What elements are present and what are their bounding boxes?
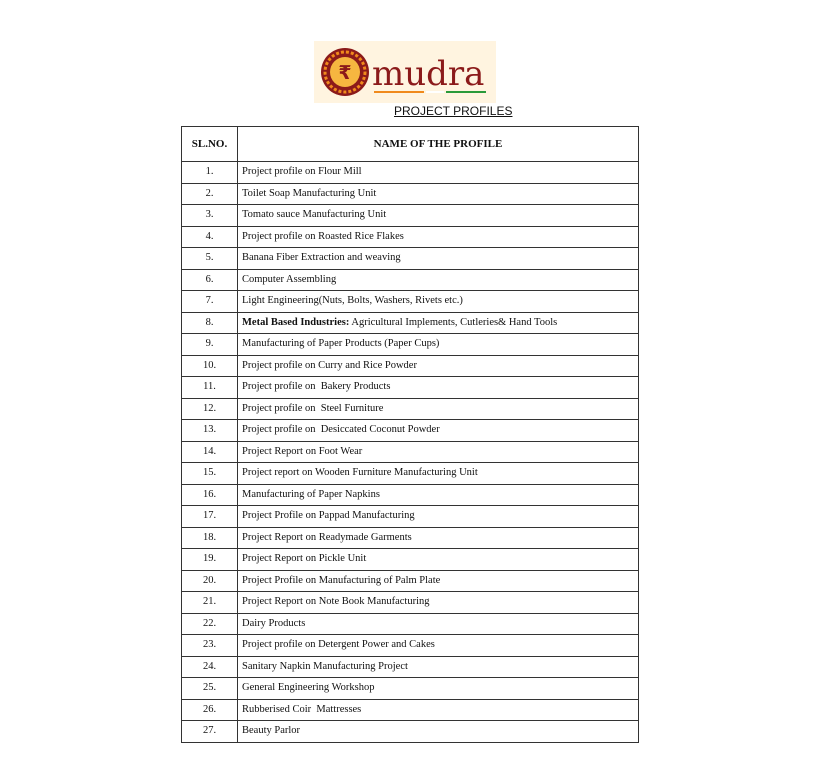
sl-no-cell: 16.: [182, 484, 238, 506]
profile-name-text: Project profile on Roasted Rice Flakes: [242, 230, 404, 242]
profile-name-text: Project profile on Detergent Power and Cakes: [242, 639, 435, 651]
profile-category-label: Metal Based Industries:: [242, 316, 350, 328]
table-row: [182, 291, 639, 313]
profile-name-cell: [238, 291, 639, 313]
profile-name-text: Project Report on Foot Wear: [242, 445, 363, 457]
profile-name-cell: [238, 699, 639, 721]
table-row: [182, 205, 639, 227]
header-sl-no: SL.NO.: [182, 127, 238, 162]
mudra-logo: [314, 41, 496, 103]
table-row: [182, 441, 639, 463]
profile-name-text: Tomato sauce Manufacturing Unit: [242, 209, 387, 221]
profile-name-cell: [238, 678, 639, 700]
table-row: [182, 592, 639, 614]
table-row: [182, 613, 639, 635]
table-header-row: [182, 127, 639, 162]
table-row: [182, 506, 639, 528]
sl-no-cell: 4.: [182, 226, 238, 248]
sl-no-cell: 10.: [182, 355, 238, 377]
profile-name-text: Manufacturing of Paper Products (Paper Cups): [242, 338, 440, 350]
profile-name-cell: [238, 441, 639, 463]
sl-no-cell: 17.: [182, 506, 238, 528]
rupee-emblem-icon: [321, 48, 369, 96]
sl-no-cell: 5.: [182, 248, 238, 270]
profile-name-cell: [238, 248, 639, 270]
profile-name-text: Computer Assembling: [242, 273, 337, 285]
table-row: [182, 420, 639, 442]
sl-no-cell: 11.: [182, 377, 238, 399]
profile-name-cell: [238, 570, 639, 592]
profile-name-cell: [238, 635, 639, 657]
table-row: [182, 721, 639, 743]
sl-no-cell: 2.: [182, 183, 238, 205]
profile-name-cell: [238, 484, 639, 506]
project-profiles-table: [181, 126, 639, 743]
profile-name-cell: [238, 527, 639, 549]
profile-name-text: Project profile on Desiccated Coconut Powder: [242, 424, 440, 436]
profile-name-text: Dairy Products: [242, 617, 306, 629]
profile-name-text: Project profile on Curry and Rice Powder: [242, 359, 417, 371]
profile-name-cell: [238, 334, 639, 356]
sl-no-cell: 7.: [182, 291, 238, 313]
profile-name-text: Project profile on Steel Furniture: [242, 402, 384, 414]
profile-name-cell: [238, 656, 639, 678]
profile-name-text: Project report on Wooden Furniture Manufacturing Unit: [242, 467, 478, 479]
profile-name-cell: [238, 398, 639, 420]
profile-name-text: Project Profile on Manufacturing of Palm Plate: [242, 574, 441, 586]
profile-name-text: Project Report on Note Book Manufacturing: [242, 596, 430, 608]
table-row: [182, 635, 639, 657]
sl-no-cell: 12.: [182, 398, 238, 420]
table-row: [182, 463, 639, 485]
profile-name-cell: [238, 420, 639, 442]
sl-no-cell: 22.: [182, 613, 238, 635]
sl-no-cell: 20.: [182, 570, 238, 592]
profile-name-text: Light Engineering(Nuts, Bolts, Washers, Rivets etc.): [242, 295, 463, 307]
table-row: [182, 570, 639, 592]
sl-no-cell: 18.: [182, 527, 238, 549]
table-row: [182, 656, 639, 678]
profile-name-cell: [238, 183, 639, 205]
sl-no-cell: 3.: [182, 205, 238, 227]
table-row: [182, 312, 639, 334]
sl-no-cell: 1.: [182, 162, 238, 184]
sl-no-cell: 26.: [182, 699, 238, 721]
sl-no-cell: 15.: [182, 463, 238, 485]
profile-name-cell: [238, 592, 639, 614]
profile-name-text: Agricultural Implements, Cutleries& Hand Tools: [349, 316, 558, 328]
profile-name-text: Project Profile on Pappad Manufacturing: [242, 510, 415, 522]
document-title: PROJECT PROFILES: [394, 104, 513, 118]
table-row: [182, 377, 639, 399]
profile-name-text: General Engineering Workshop: [242, 682, 375, 694]
profile-name-text: Toilet Soap Manufacturing Unit: [242, 187, 377, 199]
profile-name-cell: [238, 549, 639, 571]
sl-no-cell: 19.: [182, 549, 238, 571]
profile-name-text: Manufacturing of Paper Napkins: [242, 488, 380, 500]
sl-no-cell: 25.: [182, 678, 238, 700]
profile-name-text: Project profile on Bakery Products: [242, 381, 391, 393]
profile-name-cell: [238, 355, 639, 377]
profile-name-cell: [238, 269, 639, 291]
sl-no-cell: 8.: [182, 312, 238, 334]
sl-no-cell: 21.: [182, 592, 238, 614]
table-row: [182, 678, 639, 700]
table-row: [182, 549, 639, 571]
profile-name-text: Project Report on Readymade Garments: [242, 531, 412, 543]
profile-name-cell: [238, 226, 639, 248]
logo-wordmark: mudra: [372, 54, 485, 94]
profile-name-cell: [238, 312, 639, 334]
sl-no-cell: 9.: [182, 334, 238, 356]
table-row: [182, 699, 639, 721]
profile-name-text: Project Report on Pickle Unit: [242, 553, 367, 565]
table-row: [182, 398, 639, 420]
sl-no-cell: 6.: [182, 269, 238, 291]
table-row: [182, 183, 639, 205]
table-row: [182, 269, 639, 291]
profile-name-text: Sanitary Napkin Manufacturing Project: [242, 660, 408, 672]
profile-name-cell: [238, 377, 639, 399]
table-row: [182, 162, 639, 184]
table-row: [182, 527, 639, 549]
profile-name-text: Banana Fiber Extraction and weaving: [242, 252, 401, 264]
table-row: [182, 484, 639, 506]
table-row: [182, 334, 639, 356]
sl-no-cell: 13.: [182, 420, 238, 442]
table-row: [182, 226, 639, 248]
sl-no-cell: 23.: [182, 635, 238, 657]
svg-text:₹: ₹: [338, 62, 352, 84]
header-profile-name: NAME OF THE PROFILE: [238, 127, 639, 162]
table-row: [182, 355, 639, 377]
profile-name-cell: [238, 613, 639, 635]
sl-no-cell: 27.: [182, 721, 238, 743]
profile-name-text: Beauty Parlor: [242, 725, 301, 737]
profile-name-cell: [238, 162, 639, 184]
profile-name-cell: [238, 506, 639, 528]
sl-no-cell: 14.: [182, 441, 238, 463]
profile-name-cell: [238, 205, 639, 227]
table-row: [182, 248, 639, 270]
profile-name-text: Project profile on Flour Mill: [242, 166, 362, 178]
sl-no-cell: 24.: [182, 656, 238, 678]
profile-name-cell: [238, 721, 639, 743]
profile-name-text: Rubberised Coir Mattresses: [242, 703, 362, 715]
profile-name-cell: [238, 463, 639, 485]
